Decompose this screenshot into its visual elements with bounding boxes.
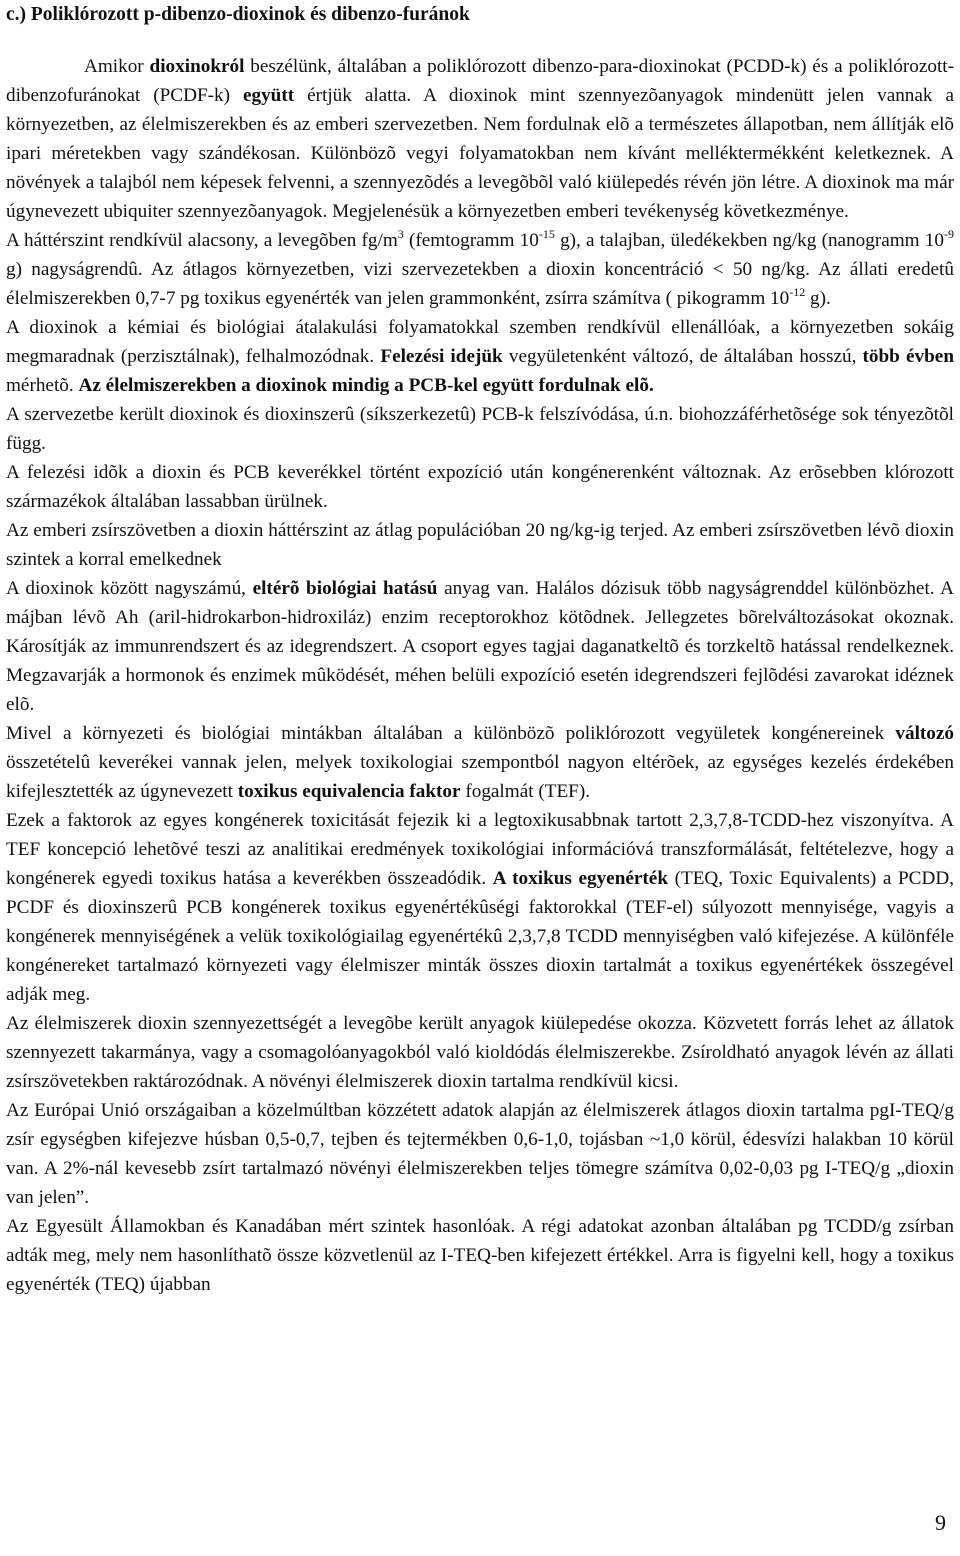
paragraph-absorption: A szervezetbe került dioxinok és dioxinszerû (síkszerkezetû) PCB-k felszívódása, ú.n. biohozzáférhetõsége sok tényezõtõl függ. xyxy=(6,404,954,454)
document-body xyxy=(6,52,954,1299)
bold-run: Az élelmiszerekben a dioxinok mindig a PCB-kel együtt fordulnak elõ. xyxy=(78,375,654,396)
text-run: A dioxinok között nagyszámú, xyxy=(6,578,253,599)
text-run: vegyületenként változó, de általában hosszú, xyxy=(502,346,863,367)
bold-run: együtt xyxy=(242,85,295,106)
paragraph-biological-effects xyxy=(6,574,954,719)
bold-run: eltérõ biológiai hatású xyxy=(252,578,438,599)
text-run: Ezek a faktorok az egyes kongénerek toxicitását fejezik ki a legtoxikusabbnak tartott 2,3,7,8-TCDD-hez viszonyítva. A TEF koncepció lehetõvé teszi az analitikai eredmények toxikológiai információvá transzformálását, feltételezve, hogy a kongénerek egyedi toxikus hatása a keverékben összeadódik. xyxy=(6,810,954,889)
bold-run: toxikus equivalencia faktor xyxy=(237,781,461,802)
paragraph-teq xyxy=(6,806,954,1009)
text-run: értjük alatta. A dioxinok mint szennyezõanyagok mindenütt jelen vannak a környezetben, az élelmiszerekben és az emberi szervezetben. Nem fordulnak elõ a természetes állapotban, nem állítják elõ ipari méretekben vagy szándékosan. Különbözõ vegyi folyamatokban nem kívánt melléktermékként keletkeznek. A növények a talajból nem képesek felvenni, a szennyezõdés a levegõbõl való kiülepedés révén jön létre. A dioxinok ma már úgynevezett ubiquiter szennyezõanyagok. Megjelenésük a környezetben emberi tevékenység következménye. xyxy=(6,85,954,222)
text-run: (femtogramm 10 xyxy=(403,230,539,251)
text-run: anyag van. Halálos dózisuk több nagyságrenddel különbözhet. A májban lévõ Ah (aril-hidrokarbon-hidroxiláz) enzim receptorokhoz kötõdnek. Jellegzetes bõrelváltozásokat okoznak. Károsítják az immunrendszert és az idegrendszert. A csoport egyes tagjai daganatkeltõ és torzkeltõ hatással rendelkeznek. Megzavarják a hormonok és enzimek mûködését, méhen belüli expozíció esetén idegrendszeri fejlõdési zavarokat idéznek elõ. xyxy=(6,578,954,715)
paragraph-us-canada: Az Egyesült Államokban és Kanadában mért szintek hasonlóak. A régi adatokat azonban általában pg TCDD/g zsírban adták meg, mely nem hasonlíthatõ össze közvetlenül az I-TEQ-ben kifejezett értékkel. Arra is figyelni kell, hogy a toxikus egyenérték (TEQ) újabban xyxy=(6,1216,954,1295)
text-run: Amikor xyxy=(84,56,150,77)
paragraph-half-life: A felezési idõk a dioxin és PCB keverékkel történt expozíció után kongénerenként változnak. Az erõsebben klórozott származékok általában lassabban ürülnek. xyxy=(6,462,954,512)
bold-run: Felezési idejük xyxy=(380,346,503,367)
text-run: összetételû keverékei vannak jelen, melyek toxikologiai szempontból nagyon eltérõek, az egységes kezelés érdekében kifejlesztették az úgynevezett xyxy=(6,752,954,802)
paragraph-tef-intro xyxy=(6,719,954,806)
paragraph-adipose-tissue: Az emberi zsírszövetben a dioxin háttérszint az átlag populációban 20 ng/kg-ig terjed. Az emberi zsírszövetben lévõ dioxin szintek a korral emelkednek xyxy=(6,520,954,570)
text-run: g), a talajban, üledékekben ng/kg (nanogramm 10 xyxy=(554,230,944,251)
paragraph-eu-data: Az Európai Unió országaiban a közelmúltban közzétett adatok alapján az élelmiszerek átlagos dioxin tartalma pgI-TEQ/g zsír egységben kifejezve húsban 0,5-0,7, tejben és tejtermékben 0,6-1,0, tojásban ~1,0 körül, édesvízi halakban 10 körül van. A 2%-nál kevesebb zsírt tartalmazó növényi élelmiszerekben teljes tömegre számítva 0,02-0,03 pg I-TEQ/g „dioxin van jelen”. xyxy=(6,1100,954,1208)
text-run: Mivel a környezeti és biológiai mintákban általában a különbözõ poliklórozott vegyületek kongénereinek xyxy=(6,723,896,744)
text-run: A dioxinok a kémiai és biológiai átalakulási folyamatokkal szemben rendkívül ellenállóak, a környezetben sokáig megmaradnak (perzisztálnak), felhalmozódnak. xyxy=(6,317,954,367)
bold-run: több évben xyxy=(862,346,954,367)
text-run: fogalmát (TEF). xyxy=(460,781,591,802)
paragraph-food-contamination: Az élelmiszerek dioxin szennyezettségét a levegõbe került anyagok kiülepedése okozza. Közvetett forrás lehet az állatok szennyezett takarmánya, vagy a csomagolóanyagokból való kioldódás élelmiszerekbe. Zsíroldható anyagok lévén az állati zsírszövetekben raktározódnak. A növényi élelmiszerek dioxin tartalma rendkívül kicsi. xyxy=(6,1013,954,1092)
document-page xyxy=(6,0,954,1556)
bold-run: változó xyxy=(895,723,954,744)
text-run: A háttérszint rendkívül alacsony, a levegõben fg/m xyxy=(6,230,398,251)
paragraph-persistence xyxy=(6,313,954,400)
text-run: mérhetõ. xyxy=(6,375,79,396)
text-run: g) nagyságrendû. Az átlagos környezetben, vizi szervezetekben a dioxin koncentráció < 50 ng/kg. Az állati eredetû élelmiszerekben 0,7-7 pg toxikus egyenérték van jelen grammonként, zsírra számítva ( pikogramm 10 xyxy=(6,259,954,309)
page-number: 9 xyxy=(935,1510,946,1535)
superscript: -12 xyxy=(789,284,806,299)
paragraph-background-level xyxy=(6,226,954,313)
superscript: 3 xyxy=(397,226,404,241)
paragraph-intro xyxy=(6,52,954,226)
superscript: -9 xyxy=(944,226,954,241)
section-heading: c.) Poliklórozott p-dibenzo-dioxinok és dibenzo-furánok xyxy=(6,4,470,25)
superscript: -15 xyxy=(538,226,555,241)
bold-run: dioxinokról xyxy=(149,56,245,77)
bold-run: A toxikus egyenérték xyxy=(492,868,668,889)
text-run: (TEQ, Toxic Equivalents) a PCDD, PCDF és dioxinszerû PCB kongénerek toxikus egyenértékûségi faktorokkal (TEF-el) súlyozott mennyisége, vagyis a kongénerek mennyiségének a velük toxikológiailag egyenértékû 2,3,7,8 TCDD mennyiségben való kifejezése. A különféle kongénereket tartalmazó környezeti vagy élelmiszer minták összes dioxin tartalmát a toxikus egyenértékek összegével adják meg. xyxy=(6,868,954,1005)
text-run: g). xyxy=(805,288,831,309)
text-run: beszélünk, általában a poliklórozott dibenzo-para-dioxinokat (PCDD-k) és a poliklórozott-dibenzofuránokat (PCDF-k) xyxy=(6,56,954,106)
